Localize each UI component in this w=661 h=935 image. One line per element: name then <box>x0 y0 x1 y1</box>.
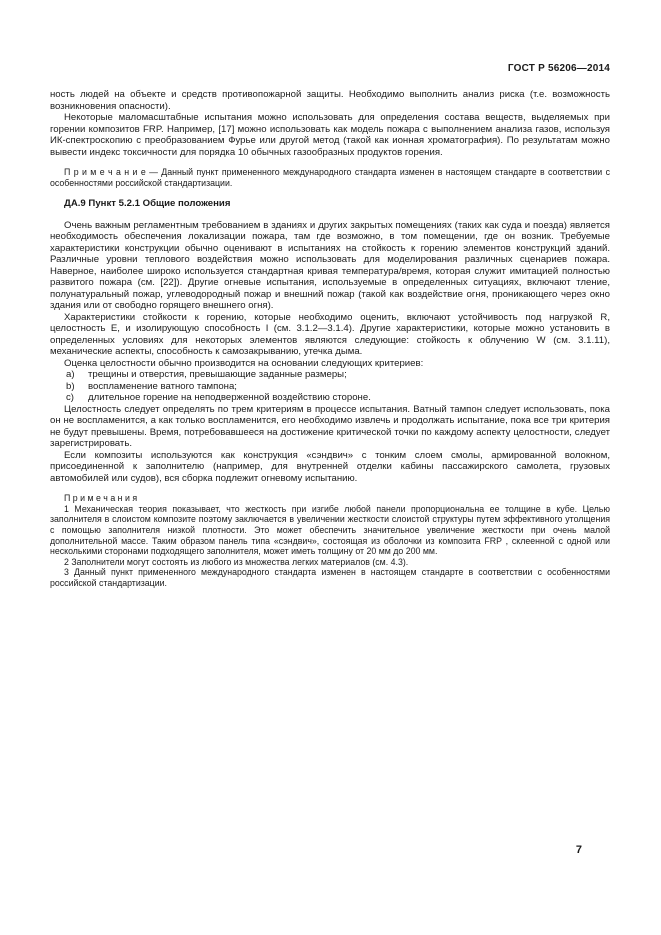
page-content <box>50 89 610 589</box>
paragraph-sandwich-construction: Если композиты используются как конструкция «сэндвич» с тонким слоем смолы, армированной волокном, присоединенной к заполнителю (например, для внутренней отделки кабины пассажирского самолета, грузовых автомобилей или судов), вся сборка подлежит огневому испытанию. <box>50 449 610 484</box>
notes-header: П р и м е ч а н и я <box>64 493 138 504</box>
section-heading-da9: ДА.9 Пункт 5.2.1 Общие положения <box>64 198 231 210</box>
list-item-a <box>50 369 610 381</box>
page-footer <box>50 844 582 856</box>
list-item-text: воспламенение ватного тампона; <box>88 380 237 392</box>
criteria-list <box>50 369 610 404</box>
page-number: 7 <box>575 844 582 856</box>
paragraph-small-scale-tests: Некоторые маломасштабные испытания можно использовать для определения состава веществ, выделяемых при горении композитов FRP. Например, [17] можно использовать как модель пожара с выполнением анализа газов, используя ИК-спектроскопию с преобразованием Фурье или другой метод (такой как ионная хроматография). По результатам можно вывести индекс токсичности для порядка 10 обычных газообразных продуктов горения. <box>50 112 610 158</box>
paragraph-integrity-three-criteria: Целостность следует определять по трем критериям в процессе испытания. Ватный тампон следует использовать, пока он не воспламенится, а как только воспламенится, его необходимо извлечь и продолжать испытание, пока все три критерия не будут превышены. Время, потребовавшееся на достижение критической точки по каждому аспекту целостности, следует зарегистрировать. <box>50 403 610 450</box>
list-marker: c) <box>66 392 74 404</box>
note-1-mechanical-theory: 1 Механическая теория показывает, что жесткость при изгибе любой панели пропорциональна ее толщине в кубе. Целью заполнителя в слоистом композите поэтому заключается в увеличении жесткости слоистой структуры путем эффективного утолщения с помощью заполнителя низкой плотности. Это может обеспечить значительное увеличение жесткости при очень малой дополнительной массе. Таким образом панель типа «сэндвич», состоящая из оболочки из композита FRP , склеенной с одной или несколькими сторонами подходящего заполнителя, может иметь толщину от 20 мм до 200 мм. <box>50 503 610 557</box>
paragraph-regulatory-requirement: Очень важным регламентным требованием в зданиях и других закрытых помещениях (таких как суда и поезда) является необходимость обеспечения локализации пожара, там где возможно, в том помещении, где он возник. Требуемые характеристики конструкции обычно оценивают в испытаниях на стойкость к горению элементов конструкций зданий. Различные уровни теплового воздействия можно использовать для моделирования различных сценариев пожара. Наверное, наиболее широко используется стандартная кривая температура/время, которая служит имитацией полностью развитого пожара (см. [22]). Другие огневые испытания, используемые в определенных ситуациях, включают тление, полунатуральный пожар, углеводородный пожар и внешний пожар (такой как воздействие огня, проникающего через окно здания или от свободно горящего внешнего огня). <box>50 219 610 312</box>
note-3-standard-changed: 3 Данный пункт примененного международного стандарта изменен в настоящем стандарте в соответствии с особенностями российской стандартизации. <box>50 567 610 588</box>
doc-number: ГОСТ Р 56206—2014 <box>507 63 610 74</box>
page-header <box>50 63 610 74</box>
note-standard-changed: П р и м е ч а н и е — Данный пункт примененного международного стандарта изменен в настоящем стандарте в соответствии с особенностями российской стандартизации. <box>50 167 610 188</box>
list-item-text: трещины и отверстия, превышающие заданные размеры; <box>88 369 347 381</box>
list-marker: a) <box>66 369 75 381</box>
note-2-fillers: 2 Заполнители могут состоять из любого из множества легких материалов (см. 4.3). <box>64 556 409 567</box>
list-marker: b) <box>66 380 75 392</box>
paragraph-integrity-criteria-intro: Оценка целостности обычно производится на основании следующих критериев: <box>64 357 424 369</box>
list-item-b <box>50 381 610 393</box>
list-item-c <box>50 392 610 404</box>
list-item-text: длительное горение на неподверженной воздействию стороне. <box>88 392 371 404</box>
paragraph-fire-resistance-characteristics: Характеристики стойкости к горению, которые необходимо оценить, включают устойчивость под нагрузкой R, целостность Е, и изолирующую способность I (см. 3.1.2—3.1.4). Другие характеристики, которые можно установить в определенных условиях для некоторых элементов являются следующие: стойкость к облучению W (см. 3.1.11), механические аспекты, способность к самозакрыванию, утечка дыма. <box>50 311 610 358</box>
paragraph-risk-analysis: ность людей на объекте и средств противопожарной защиты. Необходимо выполнить анализ риска (т.е. возможность возникновения опасности). <box>50 89 610 112</box>
